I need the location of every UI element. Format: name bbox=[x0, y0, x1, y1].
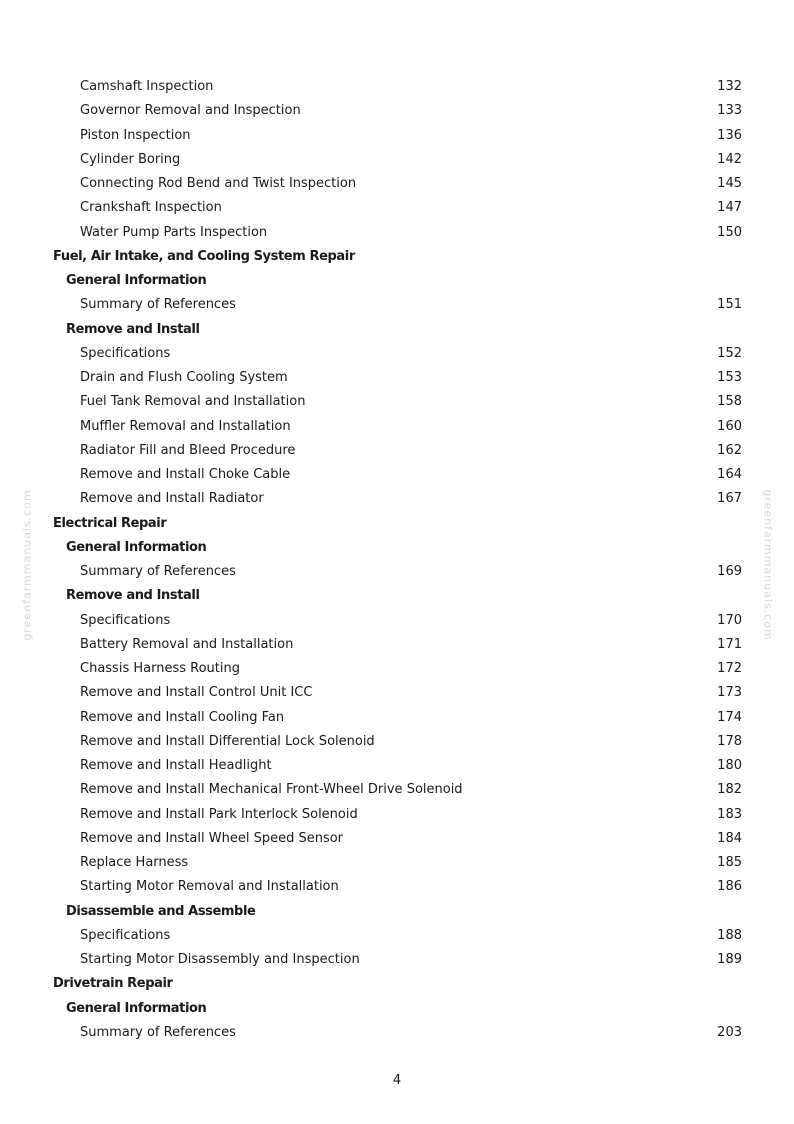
toc-entry-title: Chassis Harness Routing bbox=[80, 661, 240, 676]
toc-entry bbox=[0, 390, 794, 414]
toc-entry-page: 150 bbox=[717, 224, 742, 240]
toc-entry-title: Drain and Flush Cooling System bbox=[80, 370, 288, 385]
toc-entry bbox=[0, 706, 794, 730]
toc-entry bbox=[0, 924, 794, 948]
toc-entry-page: 151 bbox=[717, 297, 742, 313]
toc-entry-title: Remove and Install Cooling Fan bbox=[80, 709, 285, 725]
toc-entry-title: Piston Inspection bbox=[80, 127, 191, 143]
toc-entry-title: Camshaft Inspection bbox=[80, 79, 214, 94]
toc-entry bbox=[0, 439, 794, 463]
toc-entry-page: 203 bbox=[717, 1024, 742, 1040]
toc-entry bbox=[0, 875, 794, 899]
toc-entry bbox=[0, 827, 794, 851]
toc-entry bbox=[0, 609, 794, 633]
toc-entry-page: 184 bbox=[717, 830, 742, 846]
toc-entry-title: Radiator Fill and Bleed Procedure bbox=[80, 442, 296, 458]
toc-entry bbox=[0, 196, 794, 220]
toc-entry-title: Disassemble and Assemble bbox=[66, 903, 256, 919]
toc-entry-page: 145 bbox=[717, 176, 742, 191]
toc-entry bbox=[0, 124, 794, 148]
toc-entry-title: Remove and Install Differential Lock Solenoid bbox=[80, 733, 375, 749]
toc-entry-page: 173 bbox=[717, 685, 742, 701]
toc-section-heading bbox=[0, 245, 794, 269]
toc-entry-page: 169 bbox=[717, 564, 742, 579]
toc-entry bbox=[0, 366, 794, 390]
toc-section-heading bbox=[0, 972, 794, 996]
toc-entry bbox=[0, 754, 794, 778]
toc-entry-page: 186 bbox=[717, 879, 742, 895]
toc-entry bbox=[0, 172, 794, 196]
toc-entry-title: Summary of References bbox=[80, 1024, 236, 1040]
toc-section-heading bbox=[0, 512, 794, 536]
toc-entry-title: Specifications bbox=[80, 927, 171, 943]
toc-entry-title: Remove and Install Wheel Speed Sensor bbox=[80, 830, 344, 846]
toc-entry bbox=[0, 148, 794, 172]
toc-entry bbox=[0, 560, 794, 584]
toc-entry-title: Governor Removal and Inspection bbox=[80, 103, 301, 119]
toc-entry-title: General Information bbox=[66, 273, 207, 288]
toc-entry-title: Remove and Install Radiator bbox=[80, 491, 264, 507]
toc-entry-title: Remove and Install Choke Cable bbox=[80, 467, 291, 482]
toc-entry-title: Starting Motor Removal and Installation bbox=[80, 879, 339, 895]
toc-entry-title: Remove and Install Control Unit ICC bbox=[80, 685, 313, 701]
toc-subsection-heading bbox=[0, 997, 794, 1021]
toc-entry bbox=[0, 948, 794, 972]
toc-entry-title: Fuel, Air Intake, and Cooling System Repair bbox=[53, 248, 355, 264]
toc-entry-page: 180 bbox=[717, 758, 742, 773]
toc-entry bbox=[0, 803, 794, 827]
toc-entry bbox=[0, 463, 794, 487]
toc-entry-page: 183 bbox=[717, 806, 742, 822]
toc-entry-title: Remove and Install Mechanical Front-Wheel Drive Solenoid bbox=[80, 782, 463, 798]
toc-entry bbox=[0, 221, 794, 245]
toc-entry-page: 132 bbox=[717, 79, 742, 94]
toc-entry-title: Remove and Install bbox=[66, 588, 200, 604]
toc-entry-title: Remove and Install Headlight bbox=[80, 758, 272, 773]
toc-entry-title: Battery Removal and Installation bbox=[80, 636, 294, 652]
toc-entry-title: General Information bbox=[66, 1000, 207, 1016]
toc-entry-title: Water Pump Parts Inspection bbox=[80, 224, 268, 240]
toc-entry bbox=[0, 75, 794, 99]
toc-entry-page: 188 bbox=[717, 927, 742, 943]
toc-entry-page: 160 bbox=[717, 418, 742, 434]
page-number: 4 bbox=[392, 1073, 402, 1088]
toc-entry bbox=[0, 657, 794, 681]
toc-entry bbox=[0, 633, 794, 657]
toc-entry-page: 153 bbox=[717, 370, 742, 385]
toc-entry-title: Replace Harness bbox=[80, 855, 189, 870]
toc-subsection-heading bbox=[0, 900, 794, 924]
toc-entry-page: 152 bbox=[717, 345, 742, 361]
toc-entry-page: 164 bbox=[717, 467, 742, 482]
toc-entry-page: 170 bbox=[717, 612, 742, 628]
toc-entry bbox=[0, 778, 794, 802]
toc-entry-title: Summary of References bbox=[80, 564, 236, 579]
toc-entry-title: Remove and Install bbox=[66, 321, 200, 337]
toc-entry-title: Remove and Install Park Interlock Solenoid bbox=[80, 806, 358, 822]
toc-entry-title: Cylinder Boring bbox=[80, 151, 181, 167]
toc-subsection-heading bbox=[0, 584, 794, 608]
toc-entry-page: 189 bbox=[717, 952, 742, 967]
toc-entry-page: 136 bbox=[717, 127, 742, 143]
toc-entry-page: 171 bbox=[717, 636, 742, 652]
toc-entry-title: Summary of References bbox=[80, 297, 236, 313]
toc-entry-title: Crankshaft Inspection bbox=[80, 200, 222, 216]
toc-entry-page: 172 bbox=[717, 661, 742, 676]
toc-entry-page: 178 bbox=[717, 733, 742, 749]
toc-entry bbox=[0, 487, 794, 511]
toc-entry bbox=[0, 851, 794, 875]
watermark-left: greenfarmmanuals.com bbox=[20, 489, 34, 641]
toc-subsection-heading bbox=[0, 269, 794, 293]
toc-entry-title: Specifications bbox=[80, 345, 171, 361]
toc-entry bbox=[0, 415, 794, 439]
toc-entry-page: 133 bbox=[717, 103, 742, 119]
toc-subsection-heading bbox=[0, 318, 794, 342]
toc-entry-title: Electrical Repair bbox=[53, 515, 167, 531]
toc-entry-page: 142 bbox=[717, 151, 742, 167]
toc-entry-page: 185 bbox=[717, 855, 742, 870]
toc-entry-title: Drivetrain Repair bbox=[53, 976, 173, 992]
toc-subsection-heading bbox=[0, 536, 794, 560]
watermark-right: greenfarmmanuals.com bbox=[761, 489, 775, 641]
toc-entry bbox=[0, 1021, 794, 1045]
toc-entry-page: 147 bbox=[717, 200, 742, 216]
toc-entry-title: Fuel Tank Removal and Installation bbox=[80, 394, 306, 410]
toc-entry-page: 174 bbox=[717, 709, 742, 725]
toc-entry-title: General Information bbox=[66, 539, 207, 555]
toc-entry-page: 162 bbox=[717, 442, 742, 458]
toc-entry-title: Muffler Removal and Installation bbox=[80, 418, 291, 434]
toc-entry bbox=[0, 293, 794, 317]
toc-entry bbox=[0, 681, 794, 705]
toc-entry bbox=[0, 730, 794, 754]
toc-entry bbox=[0, 342, 794, 366]
toc-entry-page: 182 bbox=[717, 782, 742, 798]
toc-entry-title: Starting Motor Disassembly and Inspection bbox=[80, 952, 360, 967]
table-of-contents bbox=[0, 75, 794, 1045]
toc-entry-page: 158 bbox=[717, 394, 742, 410]
toc-entry-page: 167 bbox=[717, 491, 742, 507]
toc-entry-title: Connecting Rod Bend and Twist Inspection bbox=[80, 176, 357, 191]
toc-entry-title: Specifications bbox=[80, 612, 171, 628]
toc-entry bbox=[0, 99, 794, 123]
